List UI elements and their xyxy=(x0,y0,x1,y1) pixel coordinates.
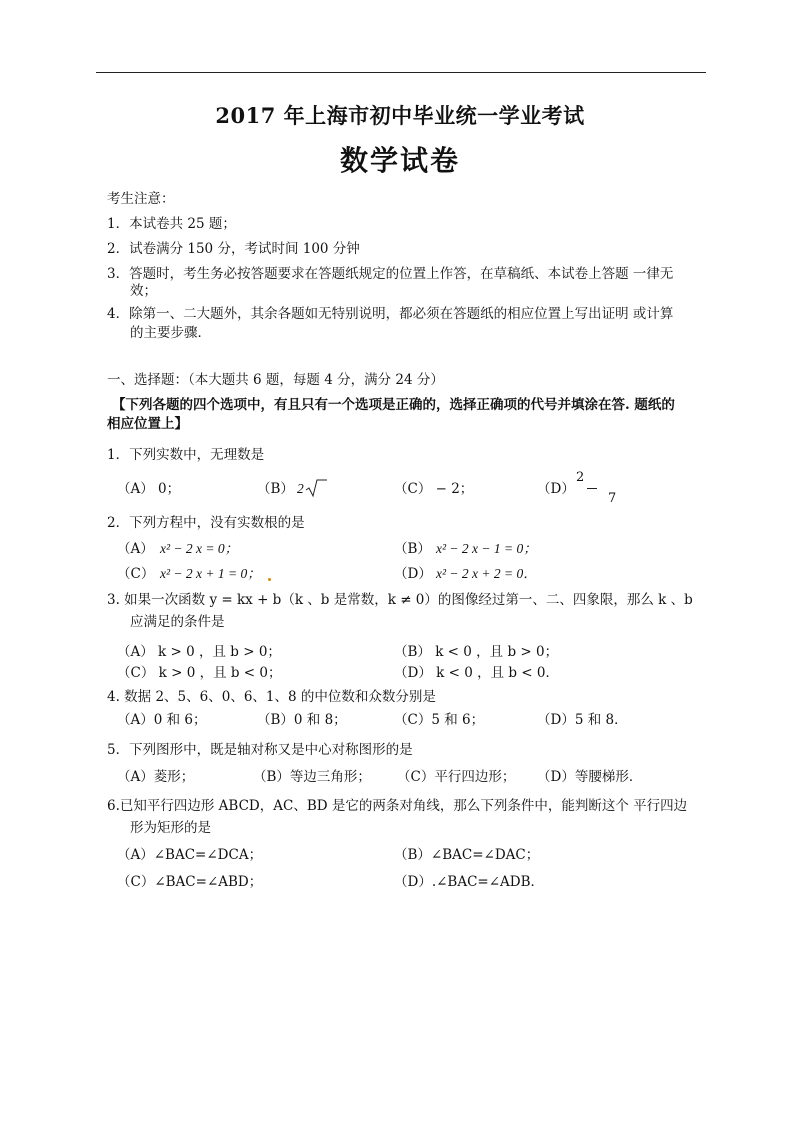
notice-heading: 考生注意： xyxy=(107,191,175,207)
notice-item-2: 2．试卷满分 150 分，考试时间 100 分钟 xyxy=(107,241,360,257)
stray-mark xyxy=(268,578,271,581)
question-6-stem: 6.已知平行四边形 ABCD，AC、BD 是它的两条对角线，那么下列条件中，能判断这个 平行四边 xyxy=(107,798,688,814)
q3-option-c: （C） k > 0 ，且 b < 0； xyxy=(117,665,282,681)
section-instruction: 【下列各题的四个选项中，有且只有一个选项是正确的，选择正确项的代号并填涂在答. 题纸的 xyxy=(112,397,675,413)
q1-option-b-value: 2 xyxy=(297,481,304,496)
q6-option-a: （A）∠BAC=∠DCA； xyxy=(117,847,263,863)
q5-option-d: （D）等腰梯形． xyxy=(537,769,643,785)
q6-option-b: （B）∠BAC=∠DAC； xyxy=(394,847,540,863)
section-heading: 一、选择题：（本大题共 6 题，每题 4 分，满分 24 分） xyxy=(107,372,444,388)
q2-option-b-expr: x² − 2 x − 1 = 0； xyxy=(436,541,537,556)
q2-option-c-expr: x² − 2 x + 1 = 0； xyxy=(160,566,261,581)
exam-subtitle: 数学试卷 xyxy=(339,144,460,177)
sqrt-icon xyxy=(305,478,327,498)
notice-item-3-cont: 效； xyxy=(130,283,157,299)
q2-option-d-expr: x² − 2 x + 2 = 0． xyxy=(436,566,537,581)
notice-item-4-cont: 的主要步骤． xyxy=(130,325,211,341)
q2-option-a-expr: x² − 2 x = 0； xyxy=(160,541,239,556)
q3-option-b: （B） k < 0 ，且 b > 0； xyxy=(394,644,559,660)
q4-option-b: （B）0 和 8； xyxy=(257,712,347,728)
q2-option-a-label: （A） xyxy=(117,541,154,557)
question-4-stem: 4. 数据 2、5、6、0、6、1、8 的中位数和众数分别是 xyxy=(107,689,436,705)
notice-item-4: 4．除第一、二大题外，其余各题如无特别说明，都必须在答题纸的相应位置上写出证明 或计算 xyxy=(107,306,674,322)
q1-option-d-label: （D） xyxy=(537,481,575,497)
question-2-stem: 2．下列方程中，没有实数根的是 xyxy=(107,515,305,531)
q2-option-c-label: （C） xyxy=(117,566,155,582)
q4-option-c: （C）5 和 6； xyxy=(394,712,485,728)
q4-option-a: （A）0 和 6； xyxy=(117,712,207,728)
q6-option-c: （C）∠BAC=∠ABD； xyxy=(117,874,263,890)
q6-option-d: （D）.∠BAC=∠ADB． xyxy=(394,874,545,890)
notice-item-1: 1．本试卷共 25 题； xyxy=(107,216,236,232)
q3-option-d: （D） k < 0 ，且 b < 0． xyxy=(394,665,559,681)
q4-option-d: （D）5 和 8． xyxy=(537,712,628,728)
exam-title: 2017 年上海市初中毕业统一学业考试 xyxy=(215,103,585,128)
q1-option-d-denominator: 7 xyxy=(608,491,617,506)
q2-option-d-label: （D） xyxy=(394,566,432,582)
q5-option-b: （B）等边三角形； xyxy=(253,769,371,785)
question-3-stem: 3. 如果一次函数 y = kx + b（k 、b 是常数，k ≠ 0）的图像经过第一、二、四象限，那么 k 、b xyxy=(107,592,693,608)
q1-option-a: （A） 0； xyxy=(117,481,181,497)
q5-option-a: （A）菱形； xyxy=(117,769,195,785)
section-instruction-cont: 相应位置上】 xyxy=(107,416,188,432)
notice-item-3: 3．答题时，考生务必按答题要求在答题纸规定的位置上作答，在草稿纸、本试卷上答题 一律无 xyxy=(107,266,674,282)
question-5-stem: 5．下列图形中，既是轴对称又是中心对称图形的是 xyxy=(107,742,413,758)
q1-option-b-label: （B） xyxy=(257,481,294,497)
q3-option-a: （A） k > 0 ，且 b > 0； xyxy=(117,644,281,660)
fraction-bar xyxy=(587,488,597,489)
q2-option-b-label: （B） xyxy=(394,541,431,557)
q1-option-c: （C） − 2； xyxy=(394,481,474,497)
question-1-stem: 1．下列实数中，无理数是 xyxy=(107,447,265,463)
question-6-stem-cont: 形为矩形的是 xyxy=(130,820,211,836)
header-rule xyxy=(96,72,706,73)
q5-option-c: （C）平行四边形； xyxy=(397,769,516,785)
question-3-stem-cont: 应满足的条件是 xyxy=(130,614,225,630)
q1-option-d-numerator: 2 xyxy=(576,470,585,485)
